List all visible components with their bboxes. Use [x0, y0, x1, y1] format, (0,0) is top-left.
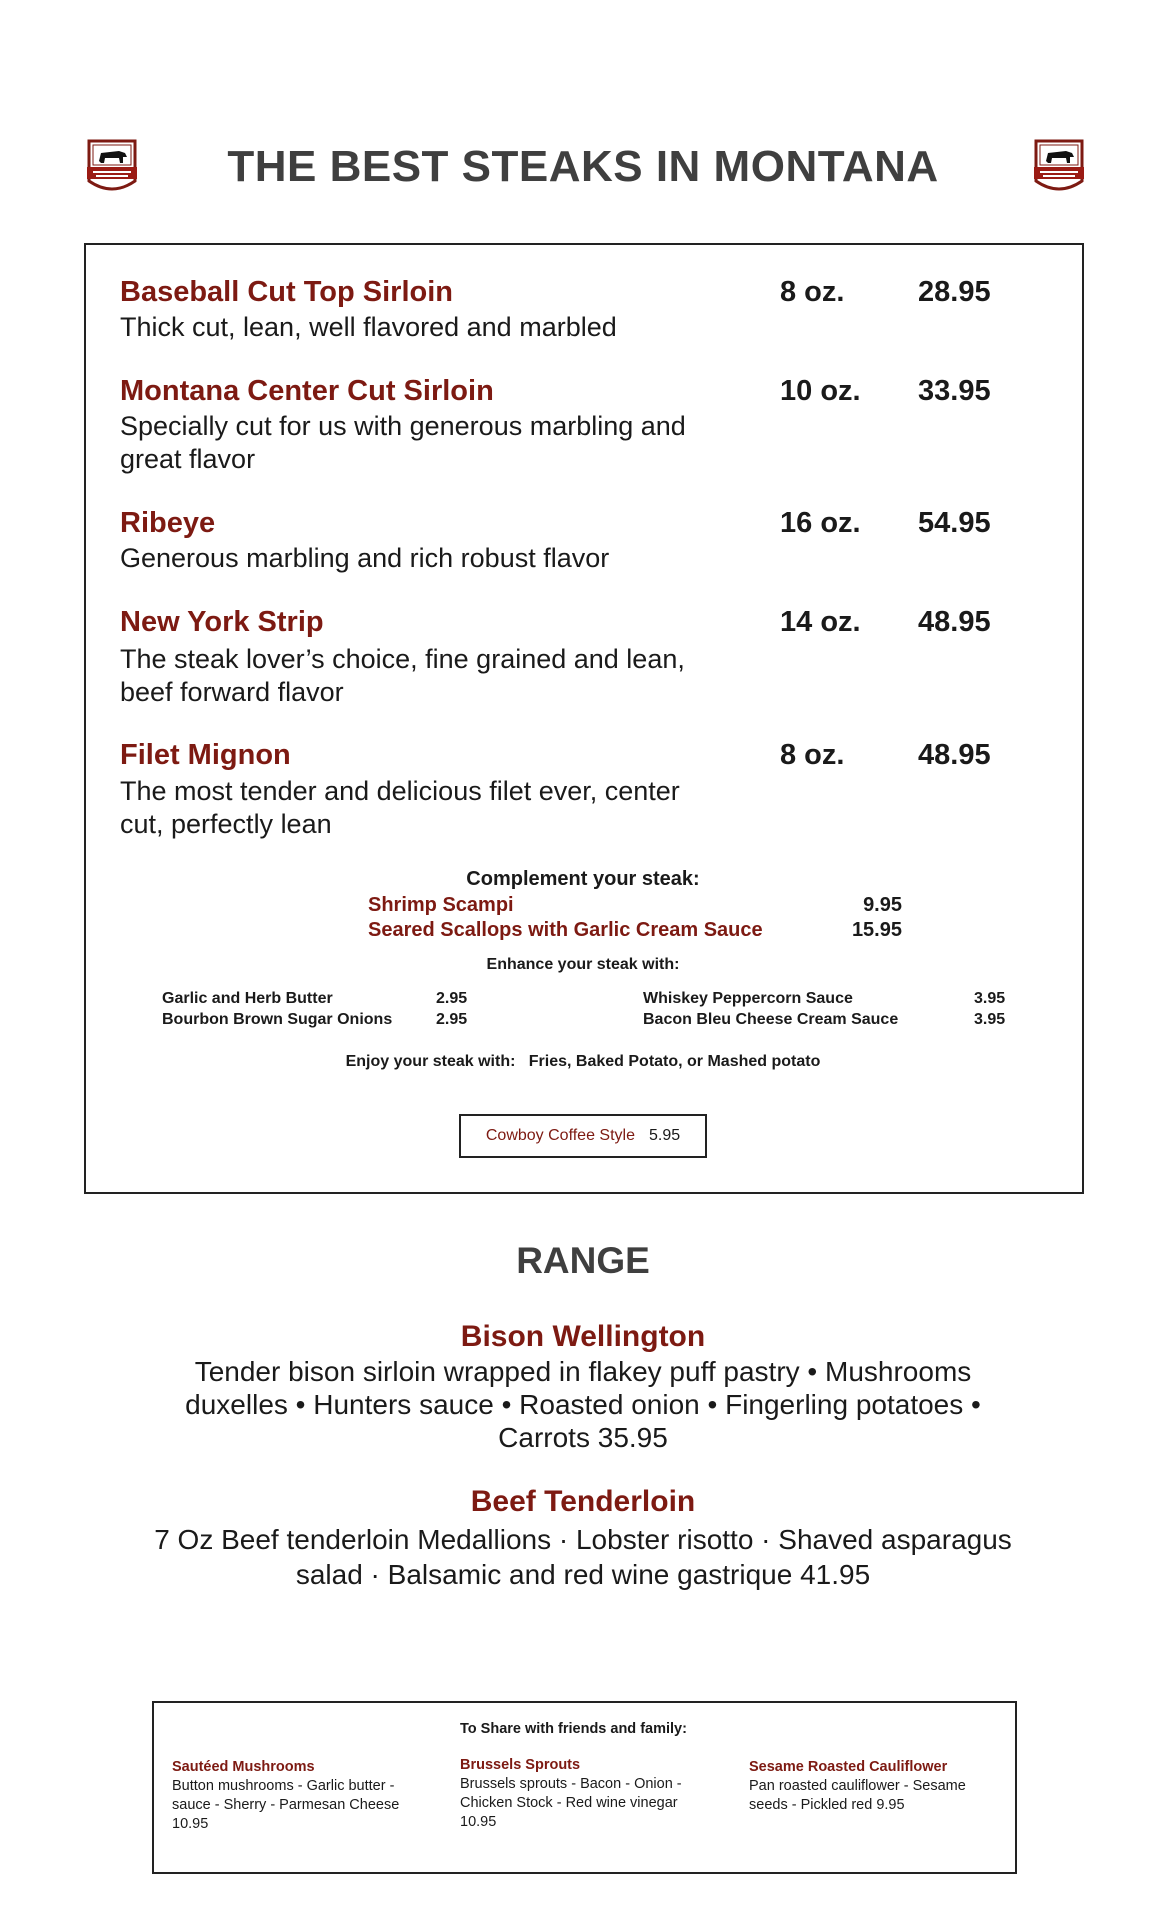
steak-weight: 10 oz. — [780, 375, 861, 407]
steak-price: 48.95 — [918, 739, 991, 771]
enhance-item-name: Bourbon Brown Sugar Onions — [162, 1011, 393, 1028]
enjoy-label: Enjoy your steak with: — [345, 1053, 516, 1070]
enhance-item-price: 3.95 — [974, 990, 1006, 1007]
steak-price: 28.95 — [918, 276, 991, 308]
share-item-description: Button mushrooms - Garlic butter - sauce - Sherry - Parmesan Cheese 10.95 — [172, 1778, 400, 1832]
enhance-item-name: Bacon Bleu Cheese Cream Sauce — [643, 1011, 899, 1028]
steak-name: Baseball Cut Top Sirloin — [120, 276, 453, 308]
complement-item-price: 9.95 — [863, 894, 902, 916]
cowboy-coffee-label: Cowboy Coffee Style — [485, 1127, 635, 1144]
enhance-heading: Enhance your steak with: — [486, 956, 680, 973]
enjoy-options: Fries, Baked Potato, or Mashed potato — [528, 1053, 821, 1070]
complement-heading: Complement your steak: — [466, 868, 700, 890]
complement-item-name: Seared Scallops with Garlic Cream Sauce — [368, 919, 763, 941]
share-item-description: Pan roasted cauliflower - Sesame seeds - Pickled red 9.95 — [749, 1778, 966, 1813]
cowboy-coffee-price: 5.95 — [648, 1127, 681, 1144]
steak-price: 48.95 — [918, 606, 991, 638]
steak-name: Filet Mignon — [120, 739, 291, 771]
enjoy-line — [0, 1053, 1166, 1071]
page-title: THE BEST STEAKS IN MONTANA — [227, 142, 939, 191]
range-heading: RANGE — [516, 1240, 650, 1281]
enhance-item-name: Garlic and Herb Butter — [162, 990, 333, 1007]
enhance-item-name: Whiskey Peppercorn Sauce — [643, 990, 853, 1007]
steak-description: The most tender and delicious filet ever, center cut, perfectly lean — [120, 776, 680, 839]
complement-item-name: Shrimp Scampi — [368, 894, 514, 916]
steak-name: New York Strip — [120, 606, 324, 638]
steak-weight: 16 oz. — [780, 507, 861, 539]
steak-price: 54.95 — [918, 507, 991, 539]
enhance-item-price: 3.95 — [974, 1011, 1006, 1028]
complement-item-price: 15.95 — [851, 919, 902, 941]
cowboy-coffee-box — [459, 1114, 707, 1158]
steak-description: Thick cut, lean, well flavored and marbled — [120, 312, 617, 342]
enhance-item-price: 2.95 — [436, 990, 468, 1007]
steak-description: Specially cut for us with generous marbling and great flavor — [120, 411, 686, 474]
share-item-name: Brussels Sprouts — [460, 1757, 581, 1773]
steak-description: The steak lover’s choice, fine grained and lean, beef forward flavor — [120, 644, 685, 707]
entree-description: 7 Oz Beef tenderloin Medallions · Lobster risotto · Shaved asparagus salad · Balsamic and red wine gastrique 41.95 — [154, 1524, 1012, 1590]
steak-description: Generous marbling and rich robust flavor — [120, 543, 610, 573]
steak-name: Ribeye — [120, 507, 216, 539]
enhance-item-price: 2.95 — [436, 1011, 468, 1028]
share-item — [172, 1758, 427, 1834]
share-heading: To Share with friends and family: — [460, 1721, 687, 1737]
share-item — [749, 1758, 1004, 1815]
entree-description: Tender bison sirloin wrapped in flakey puff pastry • Mushrooms duxelles • Hunters sauce • Roasted onion • Fingerling potatoes • Carrots 35.95 — [185, 1356, 981, 1453]
entree-name: Bison Wellington — [460, 1320, 706, 1353]
share-item — [460, 1756, 715, 1832]
steak-weight: 14 oz. — [780, 606, 861, 638]
steak-weight: 8 oz. — [780, 739, 845, 771]
steak-price: 33.95 — [918, 375, 991, 407]
share-item-name: Sautéed Mushrooms — [172, 1759, 315, 1775]
steak-weight: 8 oz. — [780, 276, 845, 308]
share-item-name: Sesame Roasted Cauliflower — [749, 1759, 948, 1775]
entree-name: Beef Tenderloin — [470, 1485, 696, 1518]
share-item-description: Brussels sprouts - Bacon - Onion - Chicken Stock - Red wine vinegar 10.95 — [460, 1776, 682, 1830]
steak-name: Montana Center Cut Sirloin — [120, 375, 494, 407]
